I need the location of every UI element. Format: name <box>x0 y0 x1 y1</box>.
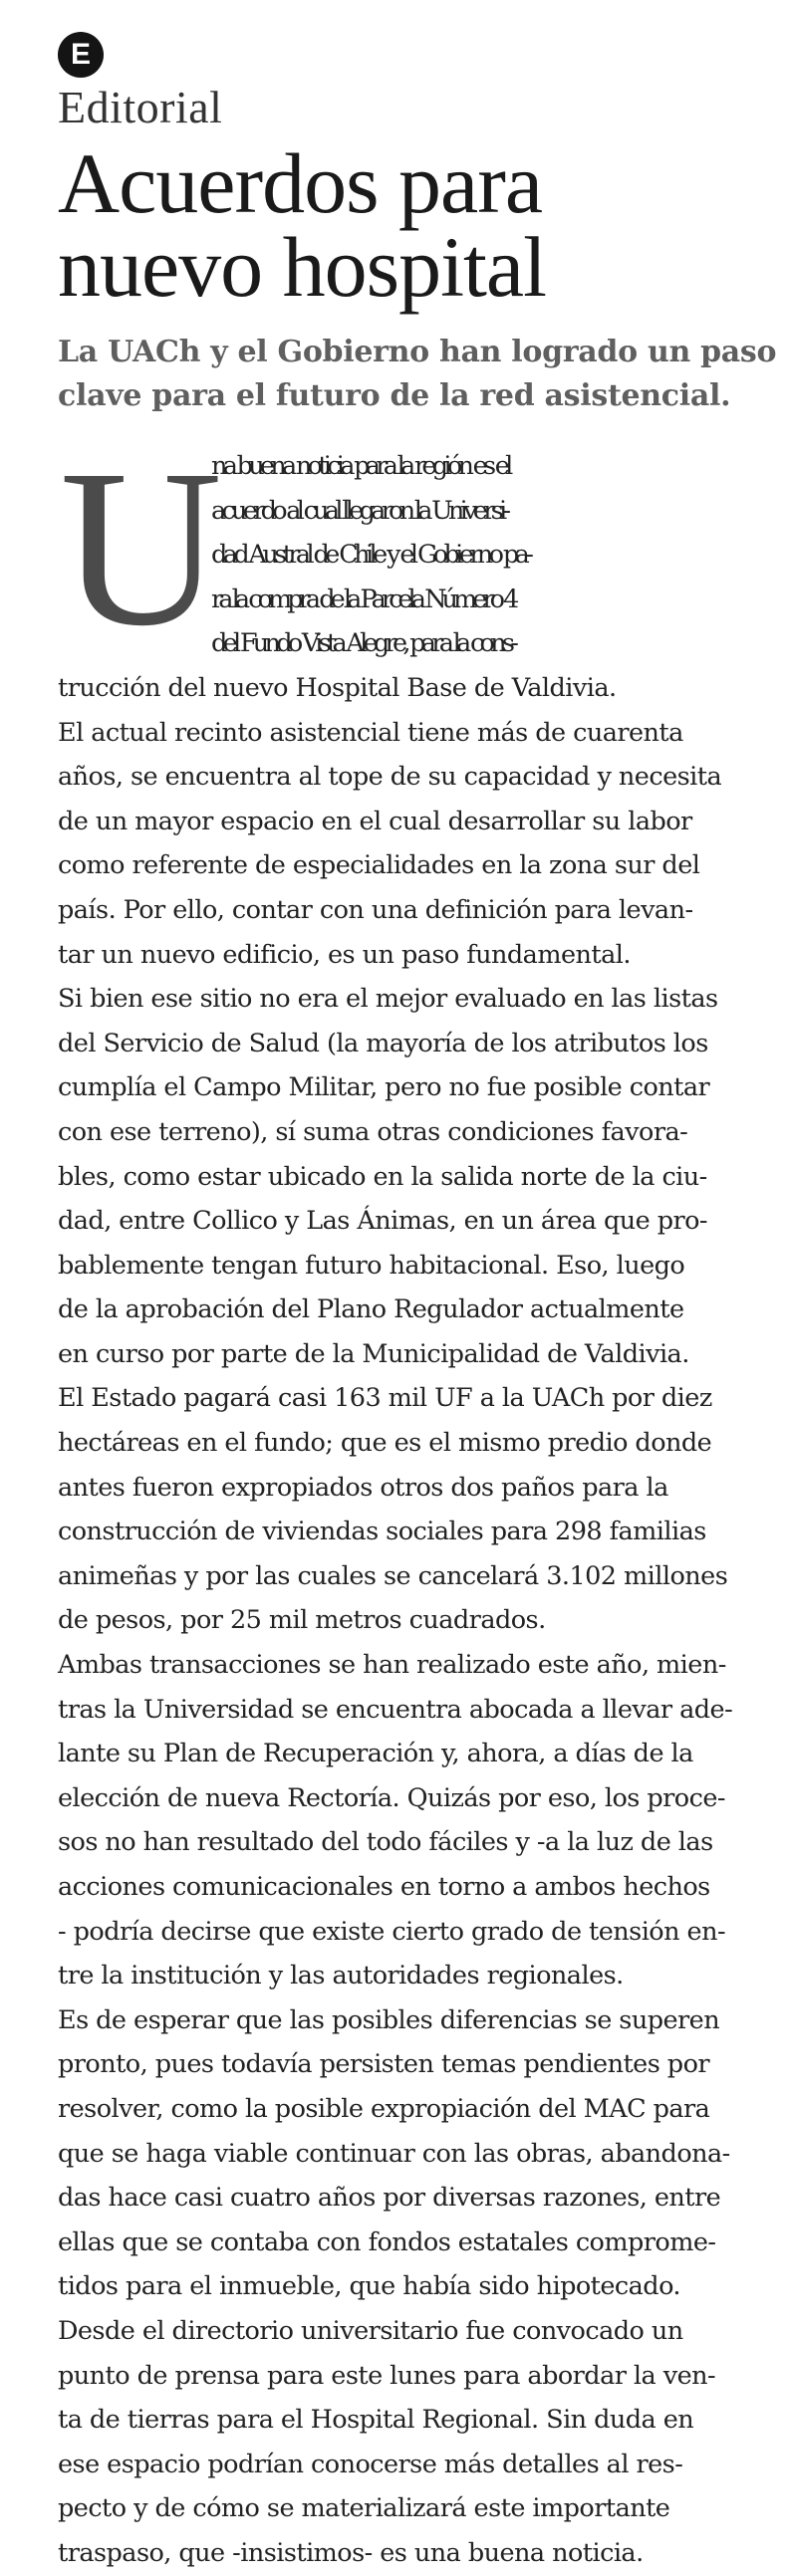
article-line: acciones comunicacionales en torno a ambos hechos <box>58 1872 710 1902</box>
article-line: El Estado pagará casi 163 mil UF a la UACh por diez <box>58 1383 712 1414</box>
article-line: animeñas y por las cuales se cancelará 3.102 millones <box>58 1560 728 1591</box>
article-line: Si bien ese sitio no era el mejor evaluado en las listas <box>58 984 718 1015</box>
headline <box>58 135 749 315</box>
article-line: das hace casi cuatro años por diversas razones, entre <box>58 2183 721 2214</box>
article-line: como referente de especialidades en la zona sur del <box>58 850 700 881</box>
article-line: país. Por ello, contar con una definición para levan- <box>58 894 693 925</box>
headline-line-2: nuevo hospital <box>58 219 546 315</box>
article-line: sos no han resultado del todo fáciles y -a la luz de las <box>58 1827 713 1858</box>
article-line: resolver, como la posible expropiación del MAC para <box>58 2093 710 2124</box>
article-line: ta de tierras para el Hospital Regional. Sin duda en <box>58 2405 694 2436</box>
article-line: tar un nuevo edificio, es un paso fundamental. <box>58 939 631 970</box>
article-body <box>58 423 749 2576</box>
article-line: na buena noticia para la región es el <box>211 451 509 481</box>
article-line: bles, como estar ubicado en la salida norte de la ciu- <box>58 1161 707 1192</box>
article-line: Ambas transacciones se han realizado este año, mien- <box>58 1650 726 1681</box>
article-line: cumplía el Campo Militar, pero no fue posible contar <box>58 1072 710 1103</box>
editorial-badge: E <box>58 32 104 78</box>
article-line: tre la institución y las autoridades regionales. <box>58 1961 624 1991</box>
article-line: punto de prensa para este lunes para abordar la ven- <box>58 2360 716 2391</box>
article-opening <box>58 423 749 672</box>
article-line: antes fueron expropiados otros dos paños para la <box>58 1472 668 1503</box>
article-line: del Servicio de Salud (la mayoría de los atributos los <box>58 1028 708 1058</box>
article-line: pronto, pues todavía persisten temas pendientes por <box>58 2049 710 2080</box>
subheadline-line-2: clave para el futuro de la red asistencial. <box>58 378 731 413</box>
article-line: dad Austral de Chile y el Gobierno pa- <box>211 540 530 571</box>
article-line: de un mayor espacio en el cual desarrollar su labor <box>58 806 692 836</box>
subheadline-line-1: La UACh y el Gobierno han logrado un paso <box>58 335 777 369</box>
article-line: con ese terreno), sí suma otras condiciones favora- <box>58 1116 688 1147</box>
article-line: acuerdo al cual llegaron la Universi- <box>211 495 507 526</box>
article-line: ellas que se contaba con fondos estatales comprome- <box>58 2226 716 2257</box>
article-line: trucción del nuevo Hospital Base de Valdivia. <box>58 672 617 703</box>
article-line: que se haga viable continuar con las obras, abandona- <box>58 2138 730 2169</box>
article-line: Desde el directorio universitario fue convocado un <box>58 2315 683 2346</box>
article-line: Es de esperar que las posibles diferencias se superen <box>58 2004 720 2035</box>
article-line: del Fundo Vista Alegre, para la cons- <box>211 628 515 659</box>
article-line: elección de nueva Rectoría. Quizás por eso, los proce- <box>58 1782 725 1813</box>
article-paragraphs <box>58 666 749 2576</box>
article-line: tidos para el inmueble, que había sido hipotecado. <box>58 2271 680 2302</box>
subheadline <box>58 331 777 418</box>
article-line: ra la compra de la Parcela Número 4 <box>211 584 515 614</box>
article-line: dad, entre Collico y Las Ánimas, en un área que pro- <box>58 1206 707 1237</box>
article-line: El actual recinto asistencial tiene más de cuarenta <box>58 717 683 748</box>
article-line: pecto y de cómo se materializará este importante <box>58 2493 670 2524</box>
article-line: lante su Plan de Recuperación y, ahora, a días de la <box>58 1739 693 1769</box>
drop-cap: U <box>60 423 222 672</box>
article-line: de la aprobación del Plano Regulador actualmente <box>58 1294 684 1325</box>
article-line: hectáreas en el fundo; que es el mismo predio donde <box>58 1428 712 1459</box>
article-line: años, se encuentra al tope de su capacidad y necesita <box>58 762 722 793</box>
article-line: tras la Universidad se encuentra abocada a llevar ade- <box>58 1694 733 1725</box>
article-line: de pesos, por 25 mil metros cuadrados. <box>58 1605 546 1636</box>
article-line: - podría decirse que existe cierto grado de tensión en- <box>58 1916 726 1947</box>
article-line: ese espacio podrían conocerse más detalles al res- <box>58 2449 683 2479</box>
headline-line-1: Acuerdos para <box>58 135 543 231</box>
article-line: bablemente tengan futuro habitacional. Eso, luego <box>58 1250 685 1281</box>
article-line: en curso por parte de la Municipalidad de Valdivia. <box>58 1338 689 1369</box>
section-header <box>58 30 749 80</box>
section-label: Editorial <box>58 82 223 132</box>
article-line: construcción de viviendas sociales para 298 familias <box>58 1517 706 1547</box>
article-line: traspaso, que -insistimos- es una buena noticia. <box>58 2537 644 2568</box>
